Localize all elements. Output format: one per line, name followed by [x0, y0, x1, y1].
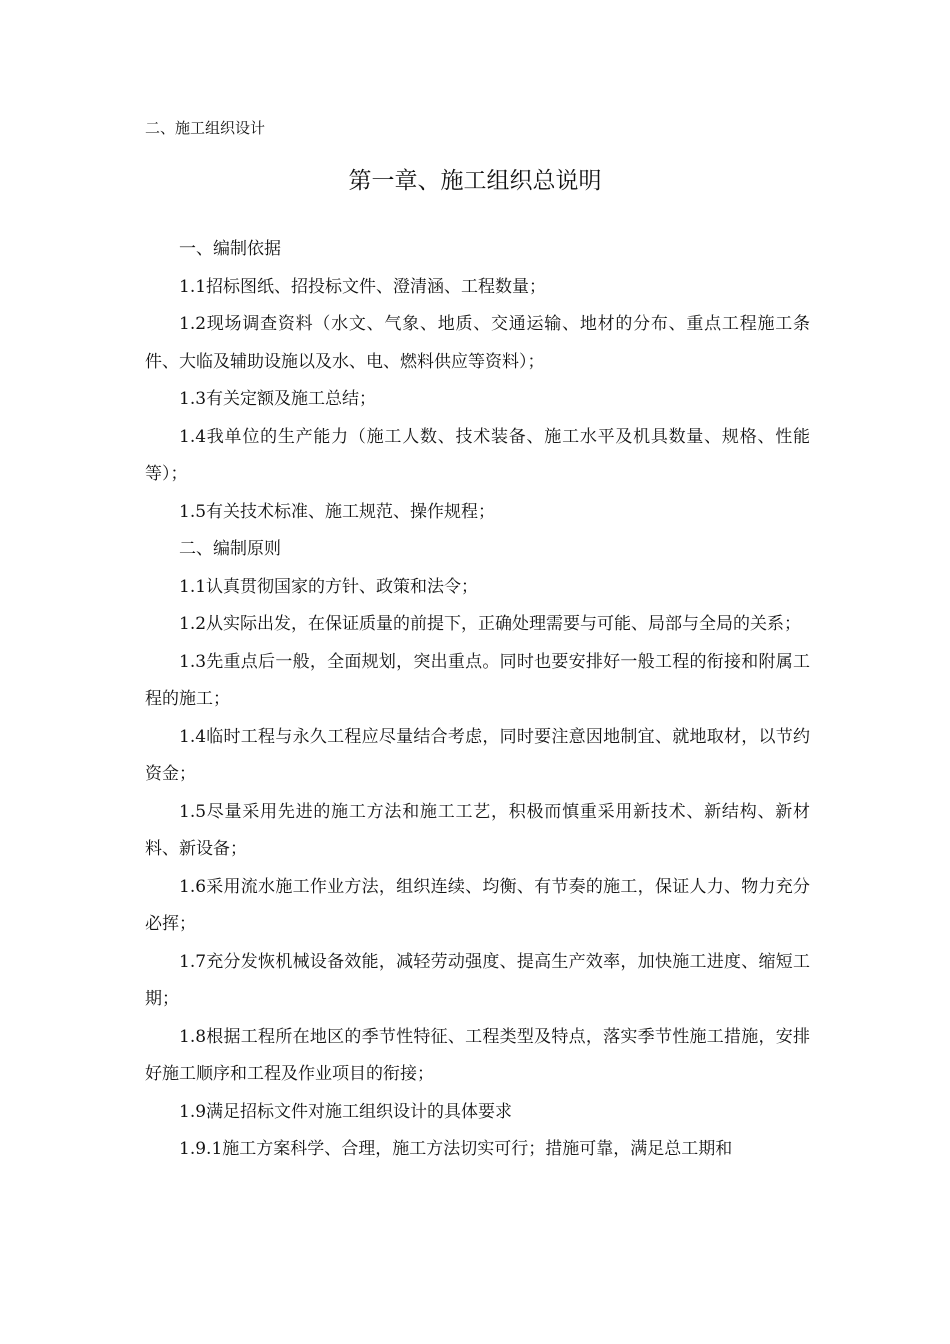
paragraph: 1.4我单位的生产能力（施工人数、技术装备、施工水平及机具数量、规格、性能等）；: [145, 426, 810, 484]
paragraph: 1.1招标图纸、招投标文件、澄清涵、工程数量；: [179, 276, 547, 297]
paragraph: 1.8根据工程所在地区的季节性特征、工程类型及特点，落实季节性施工措施，安排好施工顺序和工程及作业项目的衔接；: [145, 1026, 810, 1084]
paragraph-heading-principles: 二、编制原则: [179, 539, 281, 559]
paragraph: 1.1认真贯彻国家的方针、政策和法令；: [179, 576, 479, 597]
paragraph: 1.2从实际出发，在保证质量的前提下，正确处理需要与可能、局部与全局的关系；: [179, 614, 802, 634]
paragraph: 1.3先重点后一般，全面规划，突出重点。同时也要安排好一般工程的衔接和附属工程的施工；: [145, 651, 810, 709]
paragraph: 1.3有关定额及施工总结；: [179, 389, 377, 409]
paragraph: 1.9满足招标文件对施工组织设计的具体要求: [179, 1101, 513, 1122]
chapter-title: 第一章、施工组织总说明: [348, 168, 602, 194]
paragraph: 1.4临时工程与永久工程应尽量结合考虑，同时要注意因地制宜、就地取材，以节约资金；: [145, 726, 810, 784]
paragraph: 1.6采用流水施工作业方法，组织连续、均衡、有节奏的施工，保证人力、物力充分必挥；: [145, 876, 810, 934]
paragraph: 1.9.1施工方案科学、合理，施工方法切实可行；措施可靠，满足总工期和: [179, 1139, 733, 1159]
body-text: [145, 231, 810, 1169]
paragraph: 1.7充分发恢机械设备效能，减轻劳动强度、提高生产效率，加快施工进度、缩短工期；: [145, 951, 810, 1009]
paragraph: 1.2现场调查资料（水文、气象、地质、交通运输、地材的分布、重点工程施工条件、大临及辅助设施以及水、电、燃料供应等资料）；: [145, 314, 810, 372]
section-label: 二、施工组织设计: [145, 119, 266, 137]
paragraph-heading-basis: 一、编制依据: [179, 239, 281, 259]
paragraph: 1.5有关技术标准、施工规范、操作规程；: [179, 501, 496, 522]
paragraph: 1.5尽量采用先进的施工方法和施工工艺，积极而慎重采用新技术、新结构、新材料、新设备；: [145, 801, 810, 859]
